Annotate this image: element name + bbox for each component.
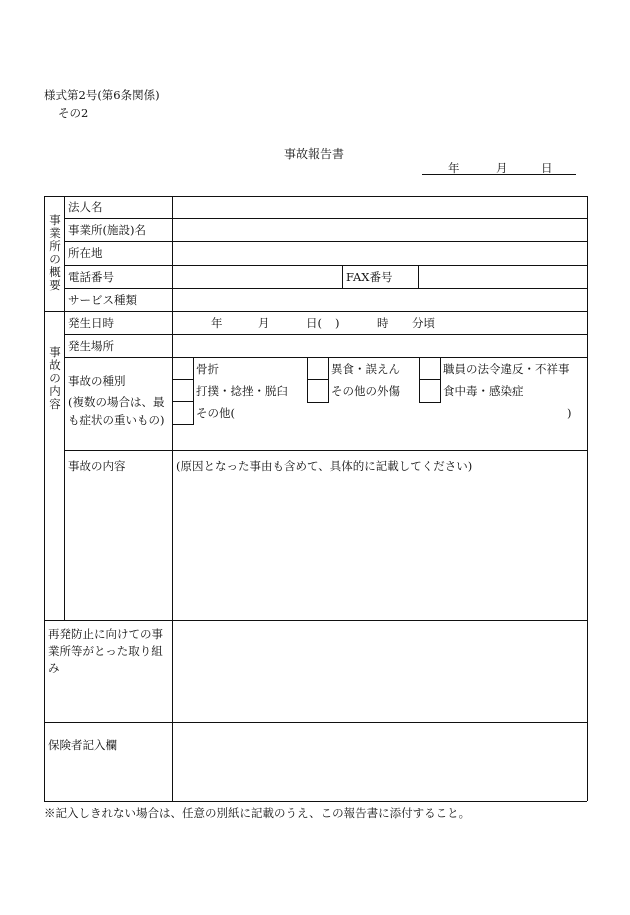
- insurer-input-area[interactable]: [173, 723, 586, 800]
- content-hint: (原因となった事由も含めて、具体的に記載してください): [176, 459, 473, 473]
- checkbox-bruise[interactable]: [172, 379, 194, 403]
- checkbox-misconduct[interactable]: [419, 357, 441, 381]
- form-sub-number: その2: [58, 106, 89, 120]
- date-year-label: 年: [448, 161, 460, 175]
- accident-section-label: 事故の内容: [49, 345, 61, 411]
- date-day-label: 日: [541, 161, 553, 175]
- form-number: 様式第2号(第6条関係): [44, 88, 160, 102]
- row-line: [64, 334, 587, 335]
- datetime-day: 日(: [306, 316, 322, 330]
- footer-note: ※記入しきれない場合は、任意の別紙に記載のうえ、この報告書に添付すること。: [44, 806, 471, 820]
- date-underline: [422, 174, 576, 175]
- table-bottom-border: [44, 801, 587, 802]
- checkbox-aspiration[interactable]: [307, 357, 329, 381]
- type-other-injury: その他の外傷: [331, 384, 400, 398]
- content-label: 事故の内容: [68, 459, 126, 473]
- section-label-divider: [64, 196, 65, 620]
- type-aspiration: 異食・誤えん: [331, 362, 400, 376]
- fax-label-left-line: [342, 265, 343, 288]
- place-label: 発生場所: [68, 339, 114, 353]
- section-line: [44, 311, 587, 312]
- type-fracture: 骨折: [196, 362, 219, 376]
- insurer-label: 保険者記入欄: [48, 738, 117, 752]
- table-top-border: [44, 196, 587, 197]
- phone-label: 電話番号: [68, 270, 114, 284]
- type-other: その他(: [196, 406, 235, 420]
- facility-name-label: 事業所(施設)名: [68, 223, 146, 237]
- type-note: (複数の場合は、最も症状の重いもの): [68, 395, 165, 427]
- datetime-paren-close: ): [335, 316, 340, 330]
- datetime-year: 年: [211, 316, 223, 330]
- datetime-label: 発生日時: [68, 316, 114, 330]
- page-title: 事故報告書: [284, 147, 345, 161]
- fax-label-right-line: [418, 265, 419, 288]
- type-food-poisoning: 食中毒・感染症: [443, 384, 524, 398]
- row-line: [64, 288, 587, 289]
- checkbox-fracture[interactable]: [172, 357, 194, 381]
- corp-name-label: 法人名: [68, 200, 103, 214]
- type-misconduct: 職員の法令違反・不祥事: [443, 362, 570, 376]
- row-line: [64, 265, 587, 266]
- row-line: [64, 241, 587, 242]
- office-section-label: 事業所の概要: [49, 213, 61, 292]
- datetime-month: 月: [258, 316, 270, 330]
- checkbox-other[interactable]: [172, 401, 194, 425]
- type-other-close: ): [567, 406, 572, 420]
- checkbox-other-injury[interactable]: [307, 379, 329, 403]
- checkbox-food-poisoning[interactable]: [419, 379, 441, 403]
- fax-label: FAX番号: [346, 270, 393, 284]
- row-line: [64, 218, 587, 219]
- table-left-border: [44, 196, 45, 801]
- prevention-label: 再発防止に向けての事業所等がとった取り組み: [48, 627, 163, 675]
- table-right-border: [587, 196, 588, 801]
- service-type-label: サービス種類: [68, 293, 137, 307]
- date-month-label: 月: [496, 161, 508, 175]
- type-label: 事故の種別: [68, 374, 126, 388]
- content-input-area[interactable]: [173, 451, 586, 619]
- address-label: 所在地: [68, 246, 103, 260]
- prevention-input-area[interactable]: [173, 621, 586, 721]
- datetime-minute: 分頃: [412, 316, 435, 330]
- datetime-hour: 時: [377, 316, 389, 330]
- type-bruise: 打撲・捻挫・脱臼: [196, 384, 288, 398]
